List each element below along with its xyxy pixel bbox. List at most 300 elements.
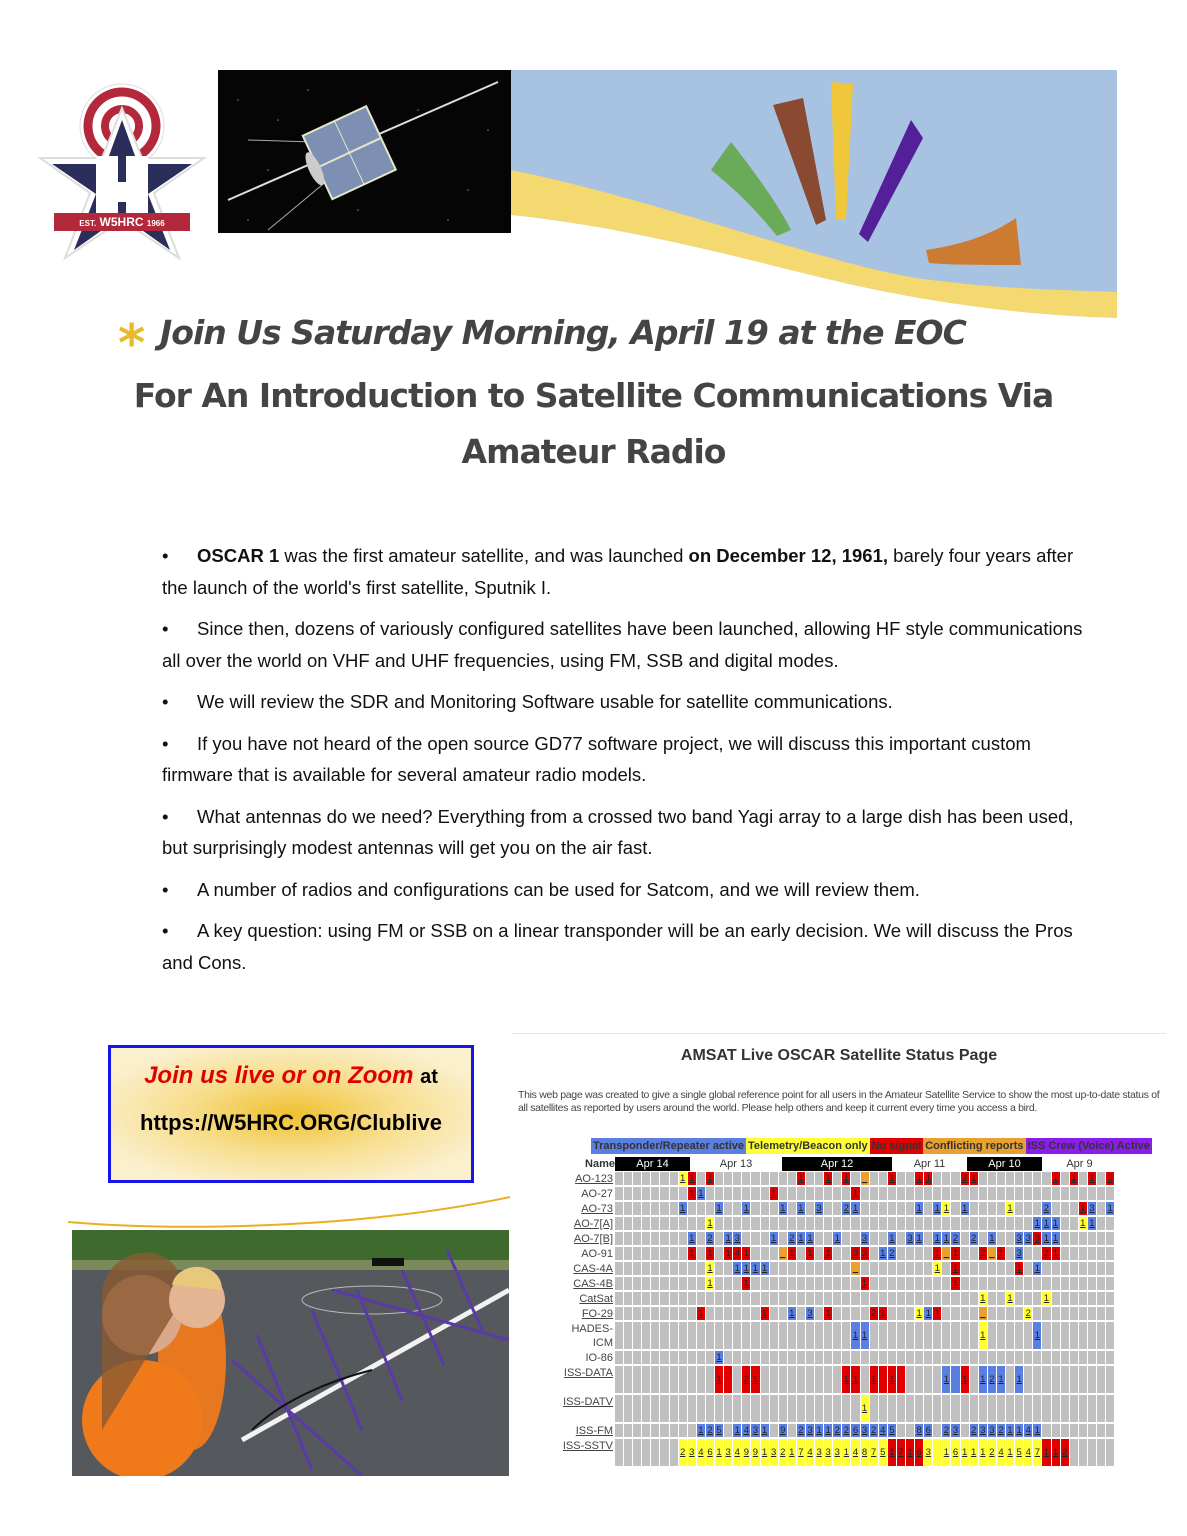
status-cell-report[interactable]: 3 — [1025, 1233, 1031, 1244]
status-cell-empty — [1088, 1232, 1096, 1245]
status-cell-report[interactable]: 1 — [942, 1366, 950, 1393]
status-cell-report[interactable]: 1 — [1015, 1366, 1023, 1393]
status-cell-report[interactable]: 2 — [889, 1248, 895, 1259]
status-cell-empty — [651, 1424, 659, 1437]
status-cell-report[interactable]: 1 — [1043, 1293, 1050, 1304]
status-cell-empty — [870, 1247, 878, 1260]
status-cell-report[interactable]: 5 — [889, 1425, 895, 1436]
status-cell-report[interactable]: 1 — [788, 1439, 796, 1466]
status-cell-report[interactable]: 3 — [852, 1248, 859, 1259]
status-cell-report[interactable]: 2 — [843, 1425, 850, 1436]
status-cell-report[interactable]: 1 — [1052, 1439, 1060, 1466]
status-cell-report[interactable]: 3 — [688, 1439, 696, 1466]
status-cell-report[interactable]: 1 — [925, 1308, 931, 1319]
status-cell-report[interactable]: 1 — [1052, 1173, 1059, 1184]
status-cell-report[interactable]: 3 — [907, 1233, 913, 1244]
status-cell-report[interactable]: 1 — [789, 1248, 795, 1259]
satellite-name-link[interactable]: ISS-DATA — [563, 1367, 613, 1379]
status-cell-report[interactable]: 1 — [998, 1248, 1004, 1259]
status-cell-report[interactable]: 3 — [724, 1439, 732, 1466]
status-cell-report[interactable]: 1 — [707, 1173, 713, 1184]
satellite-name: AO-27 — [581, 1188, 613, 1200]
status-cell-empty — [806, 1292, 814, 1305]
status-cell-report[interactable]: 4 — [997, 1439, 1005, 1466]
status-cell-empty — [642, 1322, 650, 1349]
status-cell-report[interactable]: 1 — [925, 1173, 931, 1184]
status-cell-report[interactable]: 3 — [1016, 1233, 1022, 1244]
status-cell-report[interactable]: 1 — [716, 1352, 722, 1363]
satellite-name-link[interactable]: AO-123 — [575, 1173, 613, 1185]
status-cell-empty — [1088, 1395, 1096, 1422]
status-cell-report[interactable]: 1 — [743, 1278, 749, 1289]
status-cell-empty — [706, 1351, 714, 1364]
invite-label: Join us live or on Zoom — [144, 1062, 414, 1089]
status-cell-empty — [1006, 1172, 1014, 1185]
satellite-name-link[interactable]: AO-73 — [581, 1203, 613, 1215]
status-cell-report[interactable]: 4 — [733, 1439, 741, 1466]
status-cell-report[interactable]: 8 — [861, 1439, 869, 1466]
status-cell-report[interactable]: _ — [943, 1248, 950, 1259]
status-cell-report[interactable]: 1 — [734, 1425, 740, 1436]
status-cell-report[interactable]: 1 — [807, 1233, 813, 1244]
status-cell-report[interactable]: 1 — [906, 1439, 914, 1466]
status-cell-empty — [924, 1217, 932, 1230]
status-cell-report[interactable]: 3 — [861, 1425, 868, 1436]
status-cell-empty — [697, 1202, 705, 1215]
status-cell-report[interactable]: 1 — [1107, 1203, 1113, 1214]
status-cell-report[interactable]: 1 — [825, 1425, 831, 1436]
status-cell-report[interactable]: 4 — [734, 1248, 740, 1259]
status-cell-empty — [797, 1247, 805, 1260]
status-cell-report[interactable]: 1 — [979, 1439, 987, 1466]
status-cell-empty — [915, 1217, 923, 1230]
status-cell-report[interactable]: _ — [780, 1248, 786, 1259]
status-cell-empty — [897, 1262, 905, 1275]
status-cell-report[interactable]: 2 — [871, 1308, 877, 1319]
satellite-name-link[interactable]: ISS-SSTV — [562, 1440, 613, 1452]
status-cell-report[interactable]: 1 — [989, 1233, 995, 1244]
status-cell-report[interactable]: 3 — [824, 1439, 832, 1466]
status-cell-report[interactable]: 3 — [770, 1439, 778, 1466]
status-cell-report[interactable]: 4 — [743, 1425, 749, 1436]
status-cell-report[interactable]: 1 — [825, 1308, 831, 1319]
status-cell-report[interactable]: 1 — [1016, 1263, 1022, 1274]
status-cell-report[interactable]: 1 — [707, 1263, 713, 1274]
status-cell-report[interactable]: 1 — [942, 1439, 950, 1466]
status-cell-report[interactable]: 1 — [770, 1233, 777, 1244]
status-cell-report[interactable]: 3 — [1089, 1203, 1095, 1214]
status-cell-report[interactable] — [724, 1366, 732, 1393]
status-cell-report[interactable]: 1 — [1052, 1233, 1059, 1244]
status-cell-empty — [797, 1366, 805, 1393]
status-cell-empty — [824, 1277, 832, 1290]
status-cell-empty — [633, 1424, 641, 1437]
status-cell-report[interactable]: 1 — [780, 1203, 786, 1214]
status-cell-report[interactable]: _ — [980, 1308, 986, 1319]
status-cell-report[interactable]: 2 — [961, 1173, 968, 1184]
status-cell-report[interactable]: 2 — [1061, 1439, 1069, 1466]
status-cell-report[interactable]: 1 — [725, 1248, 731, 1259]
status-cell-report[interactable]: 1 — [851, 1366, 859, 1393]
status-cell-report[interactable]: 1 — [861, 1278, 868, 1289]
status-cell-report[interactable]: 1 — [807, 1248, 813, 1259]
status-cell-report[interactable]: 2 — [988, 1439, 996, 1466]
status-cell-report[interactable]: 1 — [1089, 1218, 1095, 1229]
status-cell-report[interactable]: _ — [861, 1173, 868, 1184]
status-cell-report[interactable]: 8 — [916, 1425, 922, 1436]
status-cell-report[interactable]: 3 — [833, 1439, 841, 1466]
sputnik-satellite-photo — [218, 70, 511, 233]
status-cell-report[interactable]: 1 — [889, 1233, 895, 1244]
status-cell-report[interactable]: 1 — [997, 1366, 1005, 1393]
status-cell-report[interactable]: 2 — [707, 1233, 713, 1244]
status-cell-empty — [688, 1351, 696, 1364]
status-cell-report[interactable]: 5 — [879, 1439, 887, 1466]
bullet-text: A key question: using FM or SSB on a linear transponder will be an early decision. We will discuss the Pros and Cons. — [162, 920, 1073, 973]
status-cell-report[interactable]: 1 — [880, 1308, 886, 1319]
status-cell-report[interactable]: 1 — [1034, 1425, 1040, 1436]
status-cell-empty — [970, 1202, 978, 1215]
status-cell-report[interactable]: 1 — [752, 1263, 759, 1274]
status-cell-report[interactable]: 1 — [725, 1233, 731, 1244]
status-cell-report[interactable]: 1 — [1042, 1439, 1050, 1466]
status-cell-report[interactable]: 1 — [689, 1233, 695, 1244]
status-cell-empty — [670, 1172, 678, 1185]
status-cell-report[interactable]: 3 — [980, 1425, 986, 1436]
status-cell-report[interactable]: 1 — [842, 1439, 850, 1466]
status-cell-report[interactable]: 1 — [861, 1322, 869, 1349]
status-cell-empty — [724, 1307, 732, 1320]
status-cell-report[interactable]: 1 — [961, 1366, 969, 1393]
status-cell-report[interactable]: 2 — [971, 1425, 977, 1436]
status-cell-report[interactable]: 3 — [1016, 1248, 1022, 1259]
status-cell-report[interactable]: 2 — [834, 1425, 840, 1436]
status-cell-report[interactable]: 5 — [1015, 1439, 1023, 1466]
status-cell-report[interactable]: 1 — [1043, 1233, 1050, 1244]
status-cell-empty — [670, 1395, 678, 1422]
status-cell-empty — [670, 1187, 678, 1200]
status-cell-report[interactable]: 3 — [752, 1425, 759, 1436]
status-cell-report[interactable]: 1 — [1052, 1218, 1059, 1229]
status-cell-report[interactable]: 6 — [706, 1439, 714, 1466]
status-cell-report[interactable]: 1 — [916, 1308, 922, 1319]
status-cell-report[interactable]: 4 — [880, 1425, 886, 1436]
status-cell-report[interactable]: 1 — [761, 1425, 768, 1436]
satellite-name-link[interactable]: ISS-FM — [575, 1425, 613, 1437]
status-cell-report[interactable]: 2 — [1043, 1203, 1050, 1214]
status-cell-report[interactable]: 2 — [943, 1425, 950, 1436]
status-cell-report[interactable]: 1 — [843, 1173, 850, 1184]
status-cell-report[interactable]: 6 — [915, 1439, 923, 1466]
status-cell-report[interactable]: 1 — [751, 1366, 759, 1393]
status-cell-report[interactable]: 1 — [1033, 1322, 1041, 1349]
status-cell-report[interactable]: 1 — [689, 1188, 695, 1199]
status-cell-report[interactable]: 7 — [1033, 1439, 1041, 1466]
status-cell-report[interactable]: 1 — [861, 1395, 869, 1422]
status-cell-empty — [1106, 1232, 1114, 1245]
satellite-name-link[interactable]: ISS-DATV — [563, 1396, 613, 1408]
status-cell-report[interactable]: 1 — [798, 1233, 804, 1244]
status-cell-empty — [806, 1277, 814, 1290]
status-cell-report[interactable]: 1 — [743, 1203, 749, 1214]
status-cell-report[interactable] — [951, 1366, 959, 1393]
status-cell-empty — [624, 1395, 632, 1422]
satellite-name-link[interactable]: CatSat — [579, 1293, 613, 1305]
status-cell-empty — [779, 1277, 787, 1290]
status-cell-report[interactable]: 1 — [1080, 1218, 1086, 1229]
status-cell-report[interactable]: 1 — [825, 1173, 831, 1184]
status-cell-empty — [879, 1277, 887, 1290]
status-cell-report[interactable]: 3 — [734, 1233, 740, 1244]
status-cell-report[interactable]: 7 — [797, 1439, 805, 1466]
status-cell-report[interactable]: 1 — [770, 1188, 777, 1199]
status-cell-report[interactable]: 2 — [980, 1248, 986, 1259]
status-cell-empty — [870, 1395, 878, 1422]
status-cell-empty — [615, 1277, 623, 1290]
status-cell-empty — [624, 1187, 632, 1200]
status-cell-report[interactable]: 1 — [1007, 1203, 1013, 1214]
status-cell-report[interactable]: 3 — [816, 1203, 822, 1214]
status-cell-empty — [770, 1395, 778, 1422]
status-cell-report[interactable]: 1 — [1006, 1439, 1014, 1466]
status-cell-report[interactable]: 3 — [1034, 1233, 1040, 1244]
status-cell-report[interactable]: 1 — [934, 1203, 940, 1214]
status-cell-report[interactable]: 1 — [680, 1173, 686, 1184]
status-cell-report[interactable]: 3 — [1107, 1173, 1113, 1184]
status-cell-empty — [933, 1395, 941, 1422]
status-cell-empty — [751, 1172, 759, 1185]
status-cell-report[interactable]: 4 — [1024, 1439, 1032, 1466]
status-cell-empty — [1061, 1322, 1069, 1349]
status-cell-empty — [651, 1232, 659, 1245]
status-cell-report[interactable]: 9 — [742, 1439, 750, 1466]
status-cell-report[interactable]: 2 — [871, 1425, 877, 1436]
status-cell-report[interactable]: 1 — [916, 1203, 922, 1214]
status-cell-report[interactable]: 1 — [707, 1248, 713, 1259]
status-cell-report[interactable] — [933, 1439, 941, 1466]
status-cell-report[interactable]: 2 — [952, 1233, 959, 1244]
status-cell-report[interactable]: 1 — [916, 1233, 922, 1244]
status-cell-empty — [979, 1351, 987, 1364]
status-cell-report[interactable]: 1 — [851, 1322, 859, 1349]
status-cell-empty — [724, 1217, 732, 1230]
status-cell-report[interactable]: 2 — [1025, 1308, 1031, 1319]
status-cell-report[interactable]: 2 — [971, 1233, 977, 1244]
status-cell-report[interactable]: 1 — [980, 1293, 986, 1304]
status-cell-empty — [797, 1322, 805, 1349]
status-cell-report[interactable]: 1 — [716, 1203, 722, 1214]
status-cell-report[interactable]: 3 — [807, 1308, 813, 1319]
status-cell-empty — [660, 1439, 668, 1466]
status-cell-report[interactable]: _ — [852, 1263, 859, 1274]
status-cell-report[interactable]: 7 — [870, 1439, 878, 1466]
status-cell-empty — [879, 1187, 887, 1200]
status-cell-report[interactable]: 3 — [861, 1248, 868, 1259]
status-cell-report[interactable]: _ — [989, 1248, 995, 1259]
status-cell-report[interactable]: 2 — [988, 1366, 996, 1393]
status-cell-report[interactable]: 1 — [979, 1366, 987, 1393]
status-cell-report[interactable]: 1 — [888, 1439, 896, 1466]
status-cell-report[interactable]: 1 — [934, 1263, 940, 1274]
status-cell-empty — [897, 1395, 905, 1422]
status-cell-empty — [779, 1187, 787, 1200]
status-cell-report[interactable]: 1 — [1043, 1218, 1050, 1229]
status-cell-report[interactable]: 1 — [880, 1248, 886, 1259]
status-cell-empty — [933, 1277, 941, 1290]
status-cell-report[interactable]: 1 — [1016, 1425, 1022, 1436]
status-cell-report[interactable]: 1 — [952, 1263, 959, 1274]
status-cell-report[interactable]: 1 — [870, 1366, 878, 1393]
status-cell-report[interactable]: 2 — [779, 1439, 787, 1466]
date-column-header: Apr 12 — [782, 1157, 892, 1171]
status-cell-report[interactable]: 1 — [761, 1439, 769, 1466]
status-cell-report[interactable] — [897, 1366, 905, 1393]
status-cell-empty — [815, 1307, 823, 1320]
status-cell-empty — [970, 1247, 978, 1260]
status-cell-report[interactable]: 1 — [952, 1248, 959, 1259]
status-cell-report[interactable]: 2 — [998, 1425, 1004, 1436]
status-cell-report[interactable]: 1 — [1071, 1173, 1077, 1184]
status-cell-report[interactable]: 1 — [1052, 1248, 1059, 1259]
status-cell-report[interactable]: 1 — [852, 1188, 859, 1199]
status-cell-report[interactable]: 2 — [742, 1366, 750, 1393]
status-cell-report[interactable]: 1 — [916, 1173, 922, 1184]
status-cell-report[interactable]: 2 — [679, 1439, 687, 1466]
status-cell-report[interactable]: 3 — [989, 1425, 995, 1436]
satellite-name-link[interactable]: FO-29 — [581, 1308, 613, 1320]
status-cell-report[interactable]: 9 — [780, 1425, 786, 1436]
status-cell-report[interactable]: 1 — [834, 1233, 840, 1244]
status-cell-report[interactable]: 1 — [979, 1322, 987, 1349]
status-cell-empty — [615, 1247, 623, 1260]
status-cell-report[interactable]: 1 — [761, 1308, 768, 1319]
status-cell-empty — [1079, 1277, 1087, 1290]
status-cell-report[interactable]: 2 — [798, 1425, 804, 1436]
status-cell-report[interactable]: 1 — [943, 1233, 950, 1244]
status-cell-report[interactable]: 1 — [825, 1248, 831, 1259]
status-cell-report[interactable]: 4 — [1025, 1425, 1031, 1436]
status-cell-report[interactable]: 1 — [798, 1203, 804, 1214]
status-cell-report[interactable]: 1 — [715, 1366, 723, 1393]
status-cell-report[interactable]: 1 — [789, 1308, 795, 1319]
status-cell-report[interactable]: 1 — [1007, 1425, 1013, 1436]
status-cell-report[interactable]: 1 — [852, 1203, 859, 1214]
status-cell-report[interactable]: 1 — [952, 1278, 959, 1289]
status-cell-report[interactable]: 5 — [716, 1425, 722, 1436]
status-cell-report[interactable]: 1 — [943, 1203, 950, 1214]
satellite-name-link[interactable]: AO-7[A] — [573, 1218, 613, 1230]
status-cell-empty — [1052, 1424, 1060, 1437]
status-cell-report[interactable]: 3 — [815, 1439, 823, 1466]
status-cell-report[interactable]: 6 — [951, 1439, 959, 1466]
status-cell-empty — [642, 1232, 650, 1245]
status-cell-report[interactable]: 1 — [761, 1263, 768, 1274]
status-cell-empty — [851, 1232, 859, 1245]
status-cell-report[interactable]: 7 — [897, 1439, 905, 1466]
status-cell-report[interactable]: 1 — [934, 1233, 940, 1244]
status-cell-report[interactable]: 3 — [807, 1425, 813, 1436]
status-cell-empty — [670, 1424, 678, 1437]
clublive-url-link[interactable]: https://W5HRC.ORG/Clublive — [140, 1110, 442, 1135]
status-cell-report[interactable]: 1 — [707, 1218, 713, 1229]
satellite-name-link[interactable]: CAS-4B — [573, 1278, 613, 1290]
status-cell-report[interactable]: 1 — [698, 1308, 704, 1319]
status-cell-report[interactable]: 1 — [1007, 1293, 1013, 1304]
satellite-name-link[interactable]: CAS-4A — [573, 1263, 613, 1275]
status-cell-report[interactable]: 1 — [888, 1366, 896, 1393]
status-cell-report[interactable]: 1 — [743, 1248, 749, 1259]
status-cell-report[interactable]: 2 — [843, 1203, 850, 1214]
status-cell-empty — [797, 1217, 805, 1230]
status-cell-empty — [988, 1217, 996, 1230]
status-cell-report[interactable]: 1 — [1089, 1173, 1095, 1184]
status-cell-report[interactable]: 3 — [924, 1439, 932, 1466]
status-cell-report[interactable]: 1 — [798, 1173, 804, 1184]
status-cell-report[interactable]: 4 — [851, 1439, 859, 1466]
status-cell-report[interactable]: 9 — [751, 1439, 759, 1466]
status-cell-report[interactable]: 1 — [971, 1173, 977, 1184]
status-cell-report[interactable]: 4 — [697, 1439, 705, 1466]
status-cell-empty — [924, 1187, 932, 1200]
status-cell-report[interactable]: 1 — [889, 1173, 895, 1184]
status-cell-empty — [879, 1217, 887, 1230]
status-cell-report[interactable]: 2 — [789, 1233, 795, 1244]
status-cell-report[interactable]: 1 — [743, 1263, 749, 1274]
status-cell-empty — [779, 1322, 787, 1349]
status-cell-report[interactable]: 1 — [707, 1278, 713, 1289]
status-cell-empty — [933, 1292, 941, 1305]
status-cell-report[interactable]: 1 — [961, 1203, 968, 1214]
status-cell-report[interactable]: 1 — [961, 1439, 969, 1466]
status-cell-report[interactable]: 1 — [698, 1425, 704, 1436]
status-cell-report[interactable]: 1 — [816, 1425, 822, 1436]
status-cell-report[interactable]: 1 — [934, 1248, 940, 1259]
status-cell-empty — [1106, 1307, 1114, 1320]
status-cell-empty — [833, 1202, 841, 1215]
status-cell-report[interactable]: 4 — [806, 1439, 814, 1466]
status-cell-report[interactable]: 1 — [689, 1173, 695, 1184]
satellite-name-link[interactable]: AO-7[B] — [573, 1233, 613, 1245]
status-cell-report[interactable]: 1 — [1034, 1263, 1040, 1274]
status-cell-report[interactable]: 1 — [842, 1366, 850, 1393]
status-cell-empty — [1106, 1424, 1114, 1437]
status-cell-report[interactable]: 1 — [970, 1439, 978, 1466]
status-cell-report[interactable]: 1 — [680, 1203, 686, 1214]
status-cell-report[interactable]: 2 — [1043, 1248, 1050, 1259]
status-cell-report[interactable]: 1 — [1034, 1218, 1040, 1229]
bullet-text: We will review the SDR and Monitoring Software usable for satellite communications. — [197, 691, 893, 712]
zoom-invite-text — [111, 1062, 471, 1090]
status-cell-report[interactable]: 3 — [952, 1425, 959, 1436]
status-cell-report[interactable]: 1 — [934, 1308, 940, 1319]
status-cell-report[interactable]: 3 — [861, 1233, 868, 1244]
status-cell-empty — [779, 1217, 787, 1230]
status-cell-empty — [633, 1172, 641, 1185]
status-cell-empty — [1088, 1277, 1096, 1290]
status-cell-report[interactable]: 1 — [689, 1248, 695, 1259]
status-cell-report[interactable]: 6 — [925, 1425, 931, 1436]
status-cell-report[interactable]: 1 — [715, 1439, 723, 1466]
status-cell-empty — [906, 1366, 914, 1393]
status-cell-report[interactable]: 2 — [707, 1425, 713, 1436]
status-cell-report[interactable]: 1 — [734, 1263, 740, 1274]
status-cell-report[interactable]: 1 — [698, 1188, 704, 1199]
status-cell-report[interactable] — [879, 1366, 887, 1393]
status-cell-report[interactable]: 1 — [1080, 1203, 1086, 1214]
status-cell-empty — [888, 1322, 896, 1349]
status-cell-empty — [697, 1292, 705, 1305]
status-cell-report[interactable]: 6 — [852, 1425, 859, 1436]
